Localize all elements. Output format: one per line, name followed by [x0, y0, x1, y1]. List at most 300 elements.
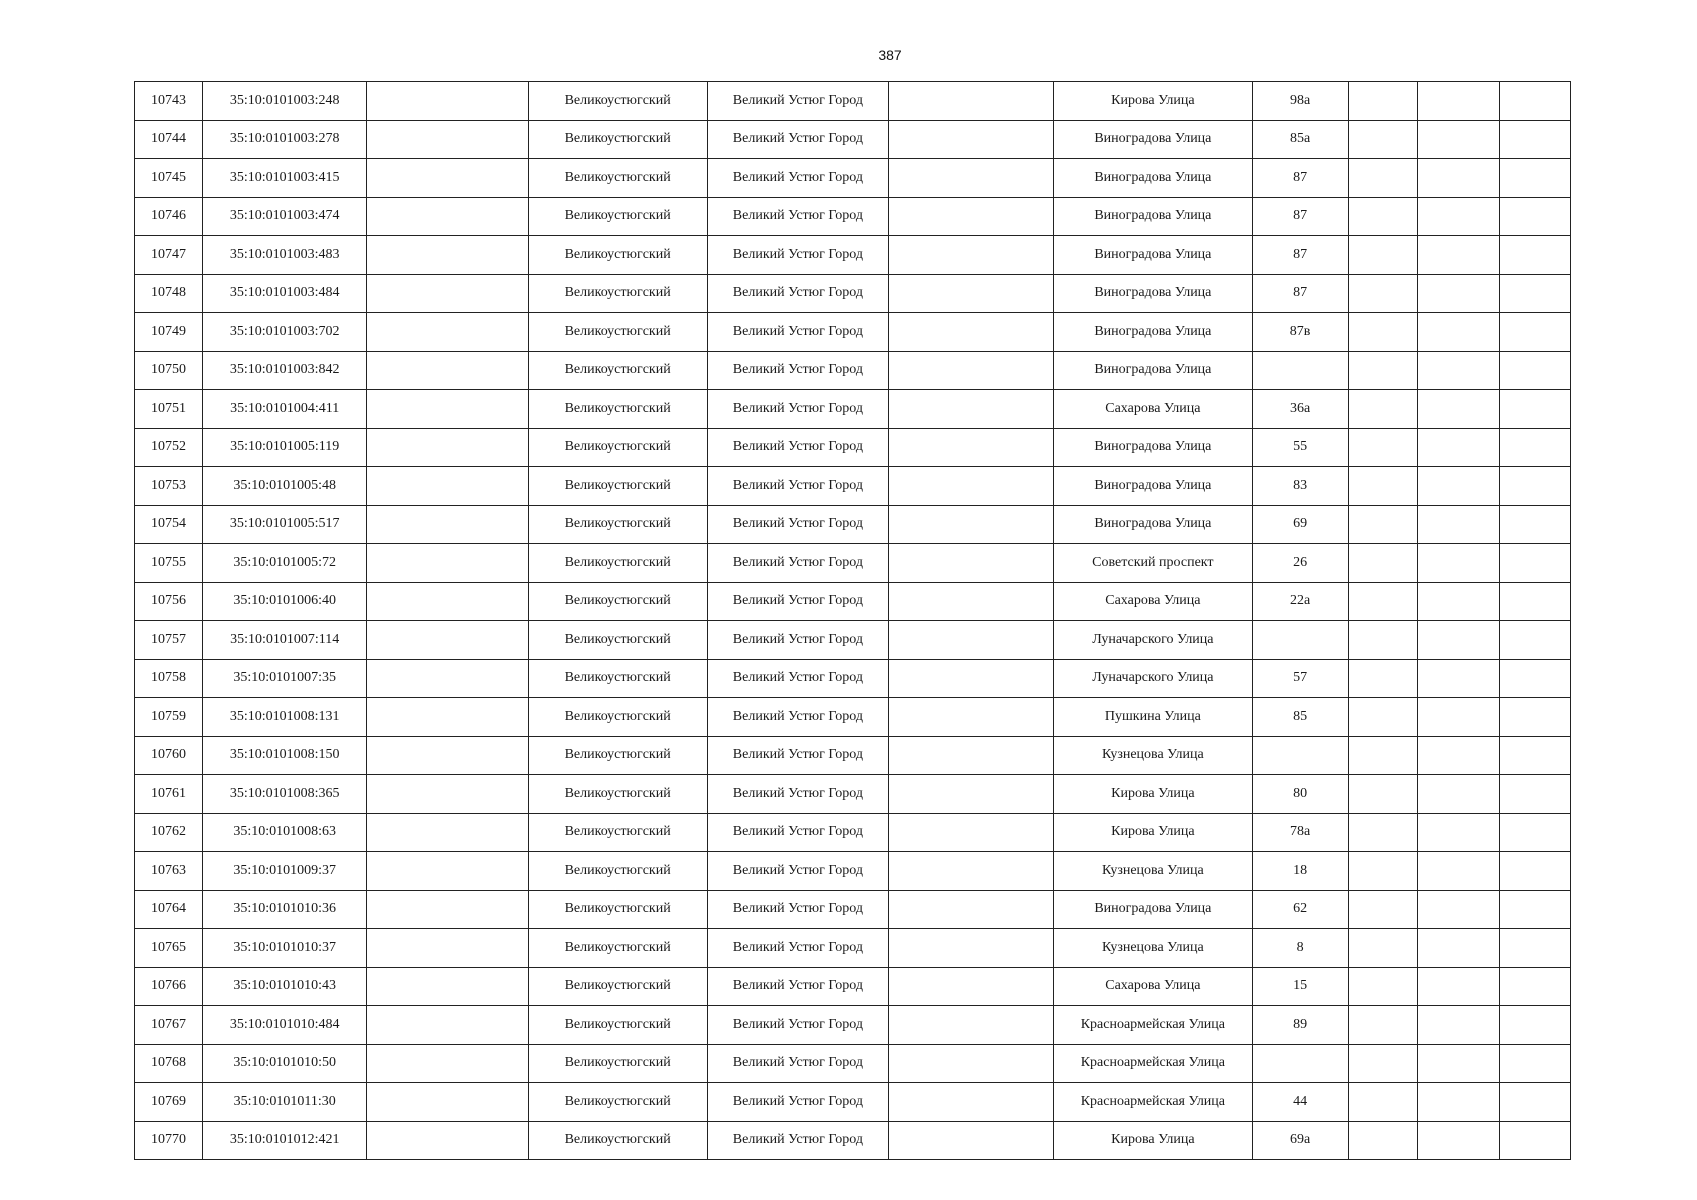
cell-house-number: 55 — [1252, 428, 1348, 467]
cell-cadastral-number: 35:10:0101004:411 — [203, 390, 367, 429]
cell-empty — [367, 467, 528, 506]
cell-settlement: Великий Устюг Город — [707, 197, 888, 236]
cell-empty — [889, 1121, 1054, 1160]
table-row — [135, 813, 1571, 852]
cell-settlement: Великий Устюг Город — [707, 1083, 888, 1122]
cell-id: 10763 — [135, 852, 203, 891]
cell-house-number — [1252, 621, 1348, 660]
cell-empty — [889, 813, 1054, 852]
cell-empty — [889, 698, 1054, 737]
cell-cadastral-number: 35:10:0101008:131 — [203, 698, 367, 737]
cell-settlement: Великий Устюг Город — [707, 351, 888, 390]
table-row — [135, 274, 1571, 313]
cell-empty — [1499, 390, 1570, 429]
table-row — [135, 890, 1571, 929]
cell-street: Сахарова Улица — [1054, 582, 1252, 621]
cell-district: Великоустюгский — [528, 1044, 707, 1083]
cell-house-number: 87 — [1252, 236, 1348, 275]
table-row — [135, 1121, 1571, 1160]
cell-street: Кузнецова Улица — [1054, 852, 1252, 891]
cell-empty — [367, 390, 528, 429]
cell-empty — [1417, 621, 1499, 660]
cell-settlement: Великий Устюг Город — [707, 505, 888, 544]
cell-empty — [1417, 813, 1499, 852]
cell-empty — [1348, 813, 1417, 852]
cell-cadastral-number: 35:10:0101003:484 — [203, 274, 367, 313]
cell-empty — [1417, 698, 1499, 737]
table-row — [135, 775, 1571, 814]
cell-empty — [367, 852, 528, 891]
cell-empty — [889, 659, 1054, 698]
cell-empty — [367, 736, 528, 775]
table-row — [135, 736, 1571, 775]
cell-house-number: 36а — [1252, 390, 1348, 429]
cell-district: Великоустюгский — [528, 1083, 707, 1122]
cell-id: 10770 — [135, 1121, 203, 1160]
cell-cadastral-number: 35:10:0101010:36 — [203, 890, 367, 929]
cell-empty — [1499, 775, 1570, 814]
cell-settlement: Великий Устюг Город — [707, 390, 888, 429]
cell-street: Красноармейская Улица — [1054, 1006, 1252, 1045]
cell-street: Виноградова Улица — [1054, 236, 1252, 275]
cell-house-number: 62 — [1252, 890, 1348, 929]
cell-empty — [1348, 120, 1417, 159]
cell-settlement: Великий Устюг Город — [707, 775, 888, 814]
cell-empty — [889, 1044, 1054, 1083]
cell-district: Великоустюгский — [528, 1121, 707, 1160]
cell-empty — [889, 1083, 1054, 1122]
cell-street: Виноградова Улица — [1054, 890, 1252, 929]
cell-house-number: 18 — [1252, 852, 1348, 891]
cell-house-number: 69 — [1252, 505, 1348, 544]
cell-street: Пушкина Улица — [1054, 698, 1252, 737]
cell-empty — [1499, 1121, 1570, 1160]
cell-empty — [1499, 1083, 1570, 1122]
cell-district: Великоустюгский — [528, 120, 707, 159]
cell-empty — [889, 159, 1054, 198]
cell-cadastral-number: 35:10:0101003:702 — [203, 313, 367, 352]
cell-empty — [1499, 544, 1570, 583]
cell-empty — [1499, 120, 1570, 159]
cell-district: Великоустюгский — [528, 698, 707, 737]
cell-cadastral-number: 35:10:0101010:484 — [203, 1006, 367, 1045]
cell-empty — [889, 120, 1054, 159]
table-row — [135, 929, 1571, 968]
cell-empty — [889, 236, 1054, 275]
table-row — [135, 467, 1571, 506]
table-row — [135, 236, 1571, 275]
cell-house-number: 85 — [1252, 698, 1348, 737]
cell-house-number: 15 — [1252, 967, 1348, 1006]
cell-settlement: Великий Устюг Город — [707, 813, 888, 852]
cell-house-number: 57 — [1252, 659, 1348, 698]
cell-empty — [1348, 428, 1417, 467]
cell-street: Виноградова Улица — [1054, 159, 1252, 198]
cell-empty — [889, 582, 1054, 621]
cell-empty — [1417, 467, 1499, 506]
cell-district: Великоустюгский — [528, 890, 707, 929]
table-row — [135, 197, 1571, 236]
cell-district: Великоустюгский — [528, 467, 707, 506]
cell-empty — [367, 698, 528, 737]
cell-empty — [889, 852, 1054, 891]
cell-house-number — [1252, 736, 1348, 775]
cell-empty — [367, 274, 528, 313]
cell-house-number: 83 — [1252, 467, 1348, 506]
cell-empty — [367, 1006, 528, 1045]
cell-empty — [367, 159, 528, 198]
cell-empty — [1417, 736, 1499, 775]
cell-house-number: 87в — [1252, 313, 1348, 352]
cell-street: Сахарова Улица — [1054, 967, 1252, 1006]
cell-settlement: Великий Устюг Город — [707, 929, 888, 968]
cell-empty — [1417, 929, 1499, 968]
cell-empty — [367, 428, 528, 467]
cell-cadastral-number: 35:10:0101008:150 — [203, 736, 367, 775]
cell-settlement: Великий Устюг Город — [707, 967, 888, 1006]
cell-id: 10755 — [135, 544, 203, 583]
cell-street: Луначарского Улица — [1054, 621, 1252, 660]
cell-empty — [1499, 236, 1570, 275]
cell-empty — [367, 505, 528, 544]
cell-settlement: Великий Устюг Город — [707, 82, 888, 121]
cell-id: 10759 — [135, 698, 203, 737]
cell-empty — [1348, 236, 1417, 275]
cell-empty — [1499, 82, 1570, 121]
cell-empty — [367, 1044, 528, 1083]
cell-street: Кузнецова Улица — [1054, 929, 1252, 968]
cell-empty — [1417, 890, 1499, 929]
cell-street: Виноградова Улица — [1054, 120, 1252, 159]
cell-empty — [1348, 505, 1417, 544]
cell-district: Великоустюгский — [528, 351, 707, 390]
cell-empty — [1417, 82, 1499, 121]
cell-empty — [1417, 313, 1499, 352]
cell-empty — [1417, 775, 1499, 814]
cell-district: Великоустюгский — [528, 621, 707, 660]
cell-settlement: Великий Устюг Город — [707, 236, 888, 275]
cell-empty — [889, 351, 1054, 390]
cell-street: Красноармейская Улица — [1054, 1083, 1252, 1122]
table-row — [135, 505, 1571, 544]
cell-id: 10754 — [135, 505, 203, 544]
cell-street: Виноградова Улица — [1054, 197, 1252, 236]
cell-empty — [1417, 159, 1499, 198]
table-row — [135, 120, 1571, 159]
cell-district: Великоустюгский — [528, 82, 707, 121]
cell-empty — [1499, 505, 1570, 544]
cell-empty — [1499, 467, 1570, 506]
cell-district: Великоустюгский — [528, 775, 707, 814]
cell-street: Виноградова Улица — [1054, 428, 1252, 467]
cell-settlement: Великий Устюг Город — [707, 428, 888, 467]
cell-empty — [367, 313, 528, 352]
cell-empty — [889, 967, 1054, 1006]
cell-empty — [367, 621, 528, 660]
cell-empty — [1417, 1083, 1499, 1122]
cell-cadastral-number: 35:10:0101003:474 — [203, 197, 367, 236]
cell-empty — [367, 929, 528, 968]
cell-settlement: Великий Устюг Город — [707, 890, 888, 929]
cell-empty — [367, 967, 528, 1006]
table-row — [135, 1083, 1571, 1122]
cell-district: Великоустюгский — [528, 505, 707, 544]
cell-district: Великоустюгский — [528, 929, 707, 968]
cell-empty — [1499, 698, 1570, 737]
cell-empty — [367, 890, 528, 929]
cell-district: Великоустюгский — [528, 659, 707, 698]
cell-empty — [1499, 351, 1570, 390]
cell-empty — [1417, 582, 1499, 621]
cell-empty — [367, 544, 528, 583]
table-row — [135, 159, 1571, 198]
cell-empty — [1348, 736, 1417, 775]
table-body — [135, 82, 1571, 1160]
cell-street: Кузнецова Улица — [1054, 736, 1252, 775]
cell-empty — [367, 197, 528, 236]
cell-id: 10751 — [135, 390, 203, 429]
cell-cadastral-number: 35:10:0101008:63 — [203, 813, 367, 852]
cell-empty — [889, 82, 1054, 121]
cell-empty — [889, 621, 1054, 660]
cell-house-number: 98а — [1252, 82, 1348, 121]
cell-empty — [889, 505, 1054, 544]
cell-settlement: Великий Устюг Город — [707, 1006, 888, 1045]
cell-cadastral-number: 35:10:0101005:72 — [203, 544, 367, 583]
cell-house-number: 89 — [1252, 1006, 1348, 1045]
cell-street: Виноградова Улица — [1054, 351, 1252, 390]
cell-district: Великоустюгский — [528, 544, 707, 583]
cell-empty — [1417, 236, 1499, 275]
cell-empty — [367, 236, 528, 275]
cell-street: Кирова Улица — [1054, 813, 1252, 852]
cell-empty — [1499, 852, 1570, 891]
cell-id: 10764 — [135, 890, 203, 929]
cell-cadastral-number: 35:10:0101003:248 — [203, 82, 367, 121]
cell-empty — [1417, 505, 1499, 544]
page-number: 387 — [878, 47, 902, 63]
cell-empty — [1499, 929, 1570, 968]
cell-house-number: 69а — [1252, 1121, 1348, 1160]
cell-id: 10757 — [135, 621, 203, 660]
cell-settlement: Великий Устюг Город — [707, 736, 888, 775]
cell-id: 10756 — [135, 582, 203, 621]
cell-empty — [1348, 544, 1417, 583]
table-row — [135, 313, 1571, 352]
cell-empty — [1499, 890, 1570, 929]
cell-settlement: Великий Устюг Город — [707, 698, 888, 737]
cell-house-number: 87 — [1252, 274, 1348, 313]
cell-empty — [889, 428, 1054, 467]
cell-empty — [1348, 313, 1417, 352]
cell-empty — [889, 467, 1054, 506]
cell-empty — [889, 313, 1054, 352]
cell-house-number: 8 — [1252, 929, 1348, 968]
cell-street: Виноградова Улица — [1054, 274, 1252, 313]
cell-cadastral-number: 35:10:0101005:48 — [203, 467, 367, 506]
cell-empty — [367, 351, 528, 390]
table-row — [135, 428, 1571, 467]
cell-empty — [889, 390, 1054, 429]
cell-settlement: Великий Устюг Город — [707, 1044, 888, 1083]
table-row — [135, 544, 1571, 583]
cell-street: Кирова Улица — [1054, 775, 1252, 814]
cell-district: Великоустюгский — [528, 197, 707, 236]
cell-empty — [1499, 621, 1570, 660]
cell-empty — [1348, 775, 1417, 814]
cell-settlement: Великий Устюг Город — [707, 582, 888, 621]
cell-district: Великоустюгский — [528, 582, 707, 621]
cell-empty — [1348, 467, 1417, 506]
cell-id: 10746 — [135, 197, 203, 236]
cell-empty — [889, 890, 1054, 929]
cell-empty — [1499, 582, 1570, 621]
cell-cadastral-number: 35:10:0101006:40 — [203, 582, 367, 621]
cell-empty — [1348, 1006, 1417, 1045]
cell-empty — [1499, 813, 1570, 852]
cell-id: 10753 — [135, 467, 203, 506]
table-row — [135, 1006, 1571, 1045]
cell-empty — [1417, 351, 1499, 390]
cell-cadastral-number: 35:10:0101003:278 — [203, 120, 367, 159]
cell-district: Великоустюгский — [528, 813, 707, 852]
cell-street: Кирова Улица — [1054, 1121, 1252, 1160]
cell-empty — [1499, 313, 1570, 352]
cell-cadastral-number: 35:10:0101009:37 — [203, 852, 367, 891]
cell-cadastral-number: 35:10:0101007:35 — [203, 659, 367, 698]
cell-empty — [889, 544, 1054, 583]
cell-house-number: 44 — [1252, 1083, 1348, 1122]
cell-street: Виноградова Улица — [1054, 313, 1252, 352]
cell-street: Советский проспект — [1054, 544, 1252, 583]
cell-house-number — [1252, 1044, 1348, 1083]
cell-house-number: 26 — [1252, 544, 1348, 583]
table-row — [135, 582, 1571, 621]
cell-id: 10765 — [135, 929, 203, 968]
cell-empty — [1348, 929, 1417, 968]
cell-empty — [1348, 1083, 1417, 1122]
table-row — [135, 967, 1571, 1006]
cell-district: Великоустюгский — [528, 236, 707, 275]
cell-id: 10750 — [135, 351, 203, 390]
cell-id: 10767 — [135, 1006, 203, 1045]
cell-empty — [1499, 159, 1570, 198]
cell-empty — [889, 929, 1054, 968]
cell-empty — [1348, 582, 1417, 621]
cell-house-number: 78а — [1252, 813, 1348, 852]
cell-id: 10743 — [135, 82, 203, 121]
cell-empty — [1417, 197, 1499, 236]
cell-empty — [1499, 967, 1570, 1006]
cell-empty — [1348, 274, 1417, 313]
cell-empty — [1499, 1044, 1570, 1083]
cell-empty — [1417, 852, 1499, 891]
cell-street: Кирова Улица — [1054, 82, 1252, 121]
cell-empty — [1499, 736, 1570, 775]
cell-house-number — [1252, 351, 1348, 390]
cell-empty — [1348, 1044, 1417, 1083]
cell-cadastral-number: 35:10:0101010:50 — [203, 1044, 367, 1083]
cell-cadastral-number: 35:10:0101010:43 — [203, 967, 367, 1006]
cell-empty — [1417, 390, 1499, 429]
cell-empty — [367, 1121, 528, 1160]
table-row — [135, 82, 1571, 121]
cell-empty — [1348, 852, 1417, 891]
cell-cadastral-number: 35:10:0101008:365 — [203, 775, 367, 814]
cell-id: 10744 — [135, 120, 203, 159]
cell-id: 10749 — [135, 313, 203, 352]
cell-empty — [367, 659, 528, 698]
cell-empty — [367, 775, 528, 814]
cell-empty — [1417, 1044, 1499, 1083]
cell-empty — [1499, 274, 1570, 313]
cell-empty — [1348, 621, 1417, 660]
cell-empty — [1417, 544, 1499, 583]
cell-settlement: Великий Устюг Город — [707, 159, 888, 198]
cell-empty — [889, 197, 1054, 236]
cell-settlement: Великий Устюг Город — [707, 544, 888, 583]
cell-street: Сахарова Улица — [1054, 390, 1252, 429]
cell-settlement: Великий Устюг Город — [707, 621, 888, 660]
cell-empty — [1348, 659, 1417, 698]
cell-district: Великоустюгский — [528, 274, 707, 313]
cell-id: 10748 — [135, 274, 203, 313]
cell-id: 10768 — [135, 1044, 203, 1083]
cell-id: 10769 — [135, 1083, 203, 1122]
cell-district: Великоустюгский — [528, 967, 707, 1006]
cell-empty — [1348, 890, 1417, 929]
cell-empty — [367, 1083, 528, 1122]
cell-street: Виноградова Улица — [1054, 505, 1252, 544]
cell-street: Красноармейская Улица — [1054, 1044, 1252, 1083]
cell-empty — [1348, 159, 1417, 198]
cell-empty — [1417, 274, 1499, 313]
cell-empty — [889, 736, 1054, 775]
cell-house-number: 85а — [1252, 120, 1348, 159]
cell-empty — [367, 120, 528, 159]
cell-empty — [889, 274, 1054, 313]
table-row — [135, 390, 1571, 429]
cell-empty — [1348, 967, 1417, 1006]
cell-id: 10747 — [135, 236, 203, 275]
cell-empty — [367, 82, 528, 121]
cell-empty — [889, 1006, 1054, 1045]
cell-empty — [1417, 428, 1499, 467]
table-row — [135, 698, 1571, 737]
cell-district: Великоустюгский — [528, 1006, 707, 1045]
cell-district: Великоустюгский — [528, 390, 707, 429]
cell-empty — [1417, 967, 1499, 1006]
table-row — [135, 852, 1571, 891]
cell-cadastral-number: 35:10:0101011:30 — [203, 1083, 367, 1122]
cell-house-number: 87 — [1252, 159, 1348, 198]
table-row — [135, 621, 1571, 660]
cell-empty — [367, 813, 528, 852]
cell-id: 10745 — [135, 159, 203, 198]
cell-house-number: 22а — [1252, 582, 1348, 621]
cell-district: Великоустюгский — [528, 852, 707, 891]
cell-empty — [1348, 698, 1417, 737]
cell-cadastral-number: 35:10:0101010:37 — [203, 929, 367, 968]
cell-empty — [367, 582, 528, 621]
cell-cadastral-number: 35:10:0101003:415 — [203, 159, 367, 198]
cell-id: 10761 — [135, 775, 203, 814]
cell-id: 10758 — [135, 659, 203, 698]
cell-cadastral-number: 35:10:0101003:483 — [203, 236, 367, 275]
cell-empty — [1499, 659, 1570, 698]
cell-empty — [1348, 351, 1417, 390]
cell-settlement: Великий Устюг Город — [707, 313, 888, 352]
